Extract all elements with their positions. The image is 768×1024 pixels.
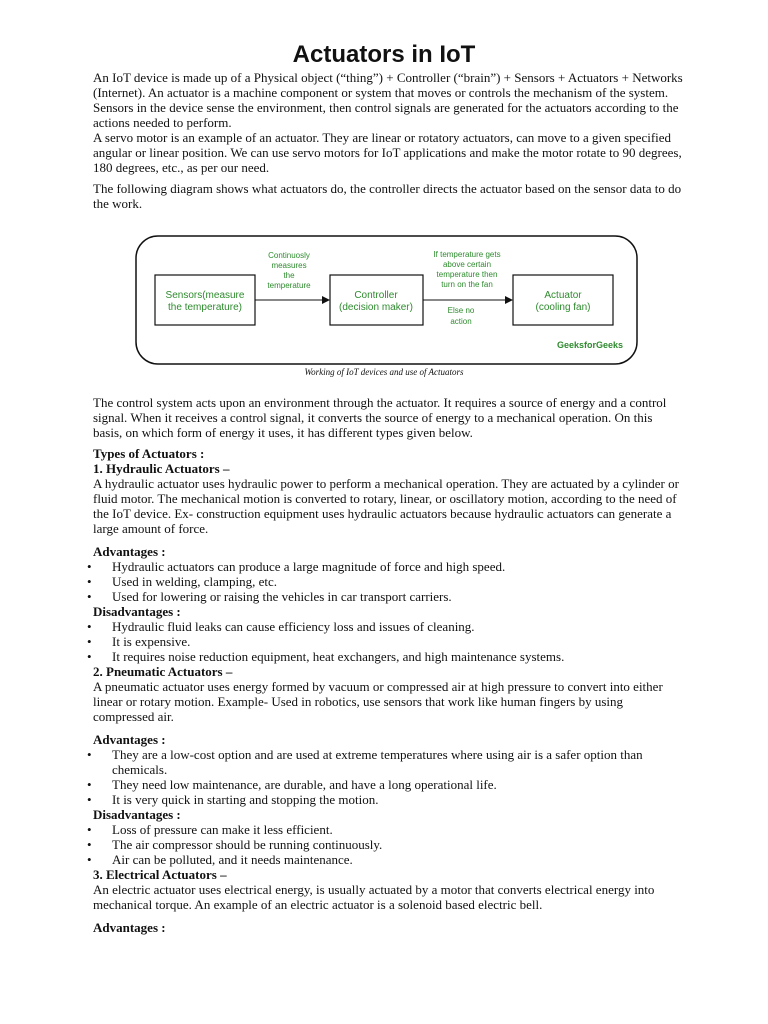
hydraulic-advantages-heading: Advantages : <box>93 544 166 559</box>
hydraulic-heading: 1. Hydraulic Actuators – <box>93 461 230 476</box>
list-item: • They need low maintenance, are durable, and have a long operational life. <box>93 777 683 792</box>
hydraulic-disadvantages-list <box>93 619 683 664</box>
list-item: • Air can be polluted, and it needs maintenance. <box>93 852 683 867</box>
svg-text:Else no: Else no <box>447 306 475 315</box>
svg-text:measures: measures <box>271 261 307 270</box>
svg-text:action: action <box>450 317 472 326</box>
pneumatic-text: A pneumatic actuator uses energy formed by vacuum or compressed air at high pressure to convert into either linear or rotary motion. Example- Used in robotics, use sensors that work like human fingers by using compressed air. <box>93 679 663 724</box>
actuator-diagram <box>135 235 638 365</box>
pneumatic-advantages-list <box>93 747 683 807</box>
sensors-label-2: the temperature) <box>168 302 242 313</box>
hydraulic-text: A hydraulic actuator uses hydraulic power to perform a mechanical operation. They are actuated by a cylinder or fluid motor. The mechanical motion is converted to rotary, linear, or oscillatory motion, according to the need of the IoT device. Ex- construction equipment uses hydraulic actuators because hydraulic actuators can generate a large amount of force. <box>93 476 679 536</box>
sensors-box <box>155 275 255 325</box>
electrical-advantages-heading: Advantages : <box>93 920 166 935</box>
list-item: • Used in welding, clamping, etc. <box>93 574 683 589</box>
intro-paragraph-2: A servo motor is an example of an actuator. They are linear or rotatory actuators, can move to a given specified angular or linear position. We can use servo motors for IoT applications and make the motor rotate to 90 degrees, 180 degrees, etc., as per our need. <box>93 130 682 175</box>
hydraulic-advantages-list <box>93 559 683 604</box>
intro-paragraph-1: An IoT device is made up of a Physical object (“thing”) + Controller (“brain”) + Sensors + Actuators + Networks (Internet). An actuator is a machine component or system that moves or controls the mechanism of the system. Sensors in the device sense the environment, then control signals are generated for the actuators according to the actions needed to perform. <box>93 70 683 130</box>
svg-text:temperature then: temperature then <box>436 270 498 279</box>
svg-text:Continuosly: Continuosly <box>268 251 310 260</box>
diagram-caption: Working of IoT devices and use of Actuators <box>304 367 464 377</box>
pneumatic-heading: 2. Pneumatic Actuators – <box>93 664 233 679</box>
svg-text:above certain: above certain <box>442 260 492 269</box>
hydraulic-section <box>93 446 683 935</box>
note-temperature-rule <box>433 250 500 289</box>
pneumatic-disadvantages-list <box>93 822 683 867</box>
list-item: • Hydraulic fluid leaks can cause efficiency loss and issues of cleaning. <box>93 619 683 634</box>
page-title: Actuators in IoT <box>292 41 476 68</box>
electrical-text: An electric actuator uses electrical energy, is usually actuated by a motor that converts electrical energy into mechanical torque. An example of an electric actuator is a solenoid based electric bell. <box>93 882 655 912</box>
intro-paragraph-3: The following diagram shows what actuators do, the controller directs the actuator based on the sensor data to do the work. <box>93 181 682 211</box>
actuator-label-2: (cooling fan) <box>535 302 591 313</box>
list-item: • The air compressor should be running continuously. <box>93 837 683 852</box>
types-heading: Types of Actuators : <box>93 446 205 461</box>
list-item: • Hydraulic actuators can produce a large magnitude of force and high speed. <box>93 559 683 574</box>
list-item: • Used for lowering or raising the vehicles in car transport carriers. <box>93 589 683 604</box>
hydraulic-disadvantages-heading: Disadvantages : <box>93 604 181 619</box>
pneumatic-advantages-heading: Advantages : <box>93 732 166 747</box>
svg-text:If temperature gets: If temperature gets <box>433 250 501 259</box>
pneumatic-disadvantages-heading: Disadvantages : <box>93 807 181 822</box>
list-item: • They are a low-cost option and are used at extreme temperatures where using air is a safer option than chemicals. <box>93 747 683 777</box>
control-section <box>93 395 683 440</box>
actuator-label-1: Actuator <box>544 290 582 301</box>
sensors-label-1: Sensors(measure <box>165 290 245 301</box>
list-item: • It is expensive. <box>93 634 683 649</box>
control-paragraph: The control system acts upon an environment through the actuator. It requires a source of energy and a control signal. When it receives a control signal, it converts the source of energy to a mechanical operation. On this basis, on which form of energy it uses, it has different types given below. <box>93 395 667 440</box>
intro-section <box>93 70 683 211</box>
svg-text:turn on the fan: turn on the fan <box>441 280 493 289</box>
svg-text:the: the <box>283 271 295 280</box>
list-item: • Loss of pressure can make it less efficient. <box>93 822 683 837</box>
actuator-box <box>513 275 613 325</box>
brand-logo-text: GeeksforGeeks <box>556 340 623 350</box>
controller-box <box>330 275 423 325</box>
list-item: • It is very quick in starting and stopping the motion. <box>93 792 683 807</box>
list-item: • It requires noise reduction equipment, heat exchangers, and high maintenance systems. <box>93 649 683 664</box>
controller-label-2: (decision maker) <box>339 302 413 313</box>
svg-text:temperature: temperature <box>267 281 311 290</box>
controller-label-1: Controller <box>354 290 398 301</box>
electrical-heading: 3. Electrical Actuators – <box>93 867 227 882</box>
